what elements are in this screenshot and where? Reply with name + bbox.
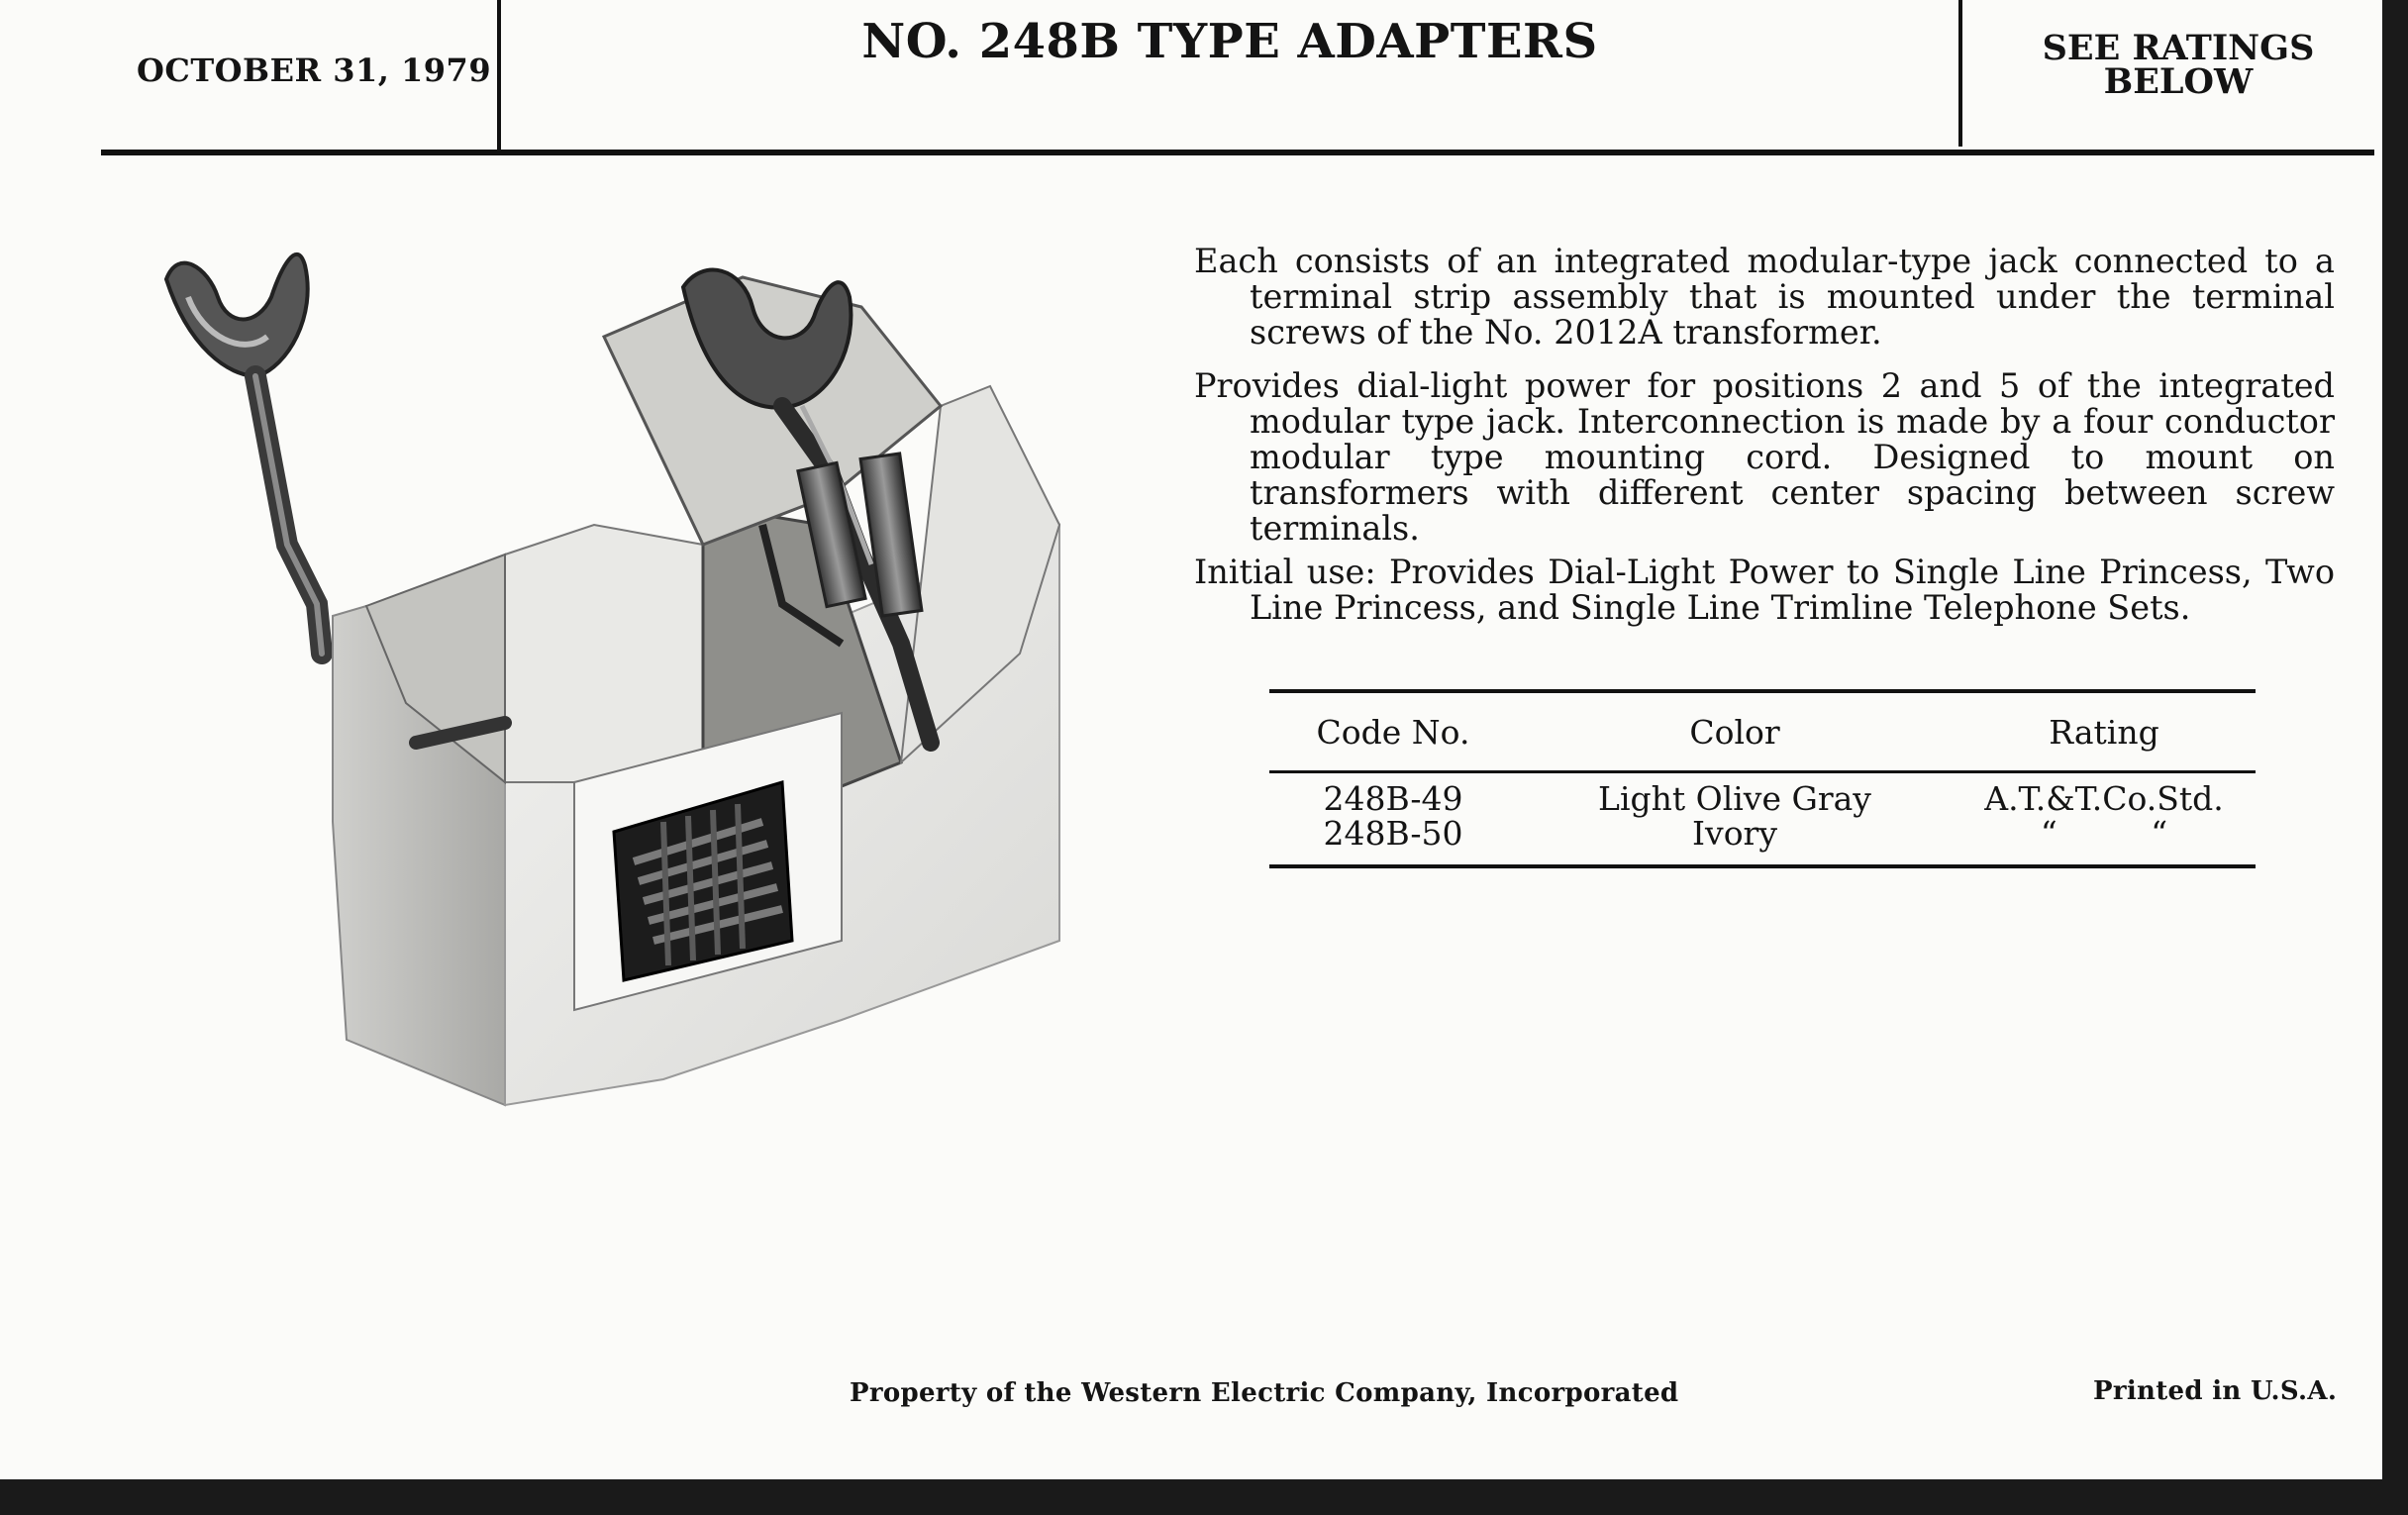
header-rule [101,150,2374,155]
ratings-note-line2: BELOW [2103,61,2254,102]
cell-rating: A.T.&T.Co.Std. [1984,779,2224,818]
left-spade-terminal [166,254,322,654]
description-paragraph-3: Initial use: Provides Dial-Light Power to Single Line Princess, Two Line Princess, and Single Line Trimline Telephone Sets. [1194,553,2335,627]
table-row [1269,816,2256,851]
property-notice: Property of the Western Electric Company, Incorporated [850,1378,1679,1408]
page-title: NO. 248B TYPE ADAPTERS [861,14,1598,69]
table-header-row [1269,693,2256,773]
product-description [1194,244,2335,644]
table-row [1269,781,2256,816]
cell-code: 248B-49 [1323,779,1463,818]
cell-code: 248B-50 [1323,814,1463,853]
description-paragraph-2: Provides dial-light power for positions 2 and 5 of the integrated modular type jack. Interconnection is made by a four conductor modular type mounting cord. Designed to mount on transformers with different center spacing between screw terminals. [1194,366,2335,548]
ratings-table [1269,689,2256,868]
header-color: Color [1689,712,1780,752]
table-body [1269,773,2256,864]
cell-color: Ivory [1692,814,1777,853]
printed-in-notice: Printed in U.S.A. [2093,1376,2338,1406]
ratings-note [2000,28,2357,102]
header-divider-right [1958,0,1962,147]
cell-color: Light Olive Gray [1598,779,1871,818]
header-rating: Rating [2049,712,2159,752]
adapter-photo [149,228,1099,1198]
header-code-no: Code No. [1316,712,1470,752]
adapter-body [333,277,1059,1105]
ratings-note-line1: SEE RATINGS [2042,28,2315,68]
cell-rating: “ “ [2040,814,2168,853]
issue-date: OCTOBER 31, 1979 [137,51,492,89]
description-paragraph-1: Each consists of an integrated modular-type jack connected to a terminal strip assembly that is mounted under the terminal screws of the No. 2012A transformer. [1194,242,2335,352]
